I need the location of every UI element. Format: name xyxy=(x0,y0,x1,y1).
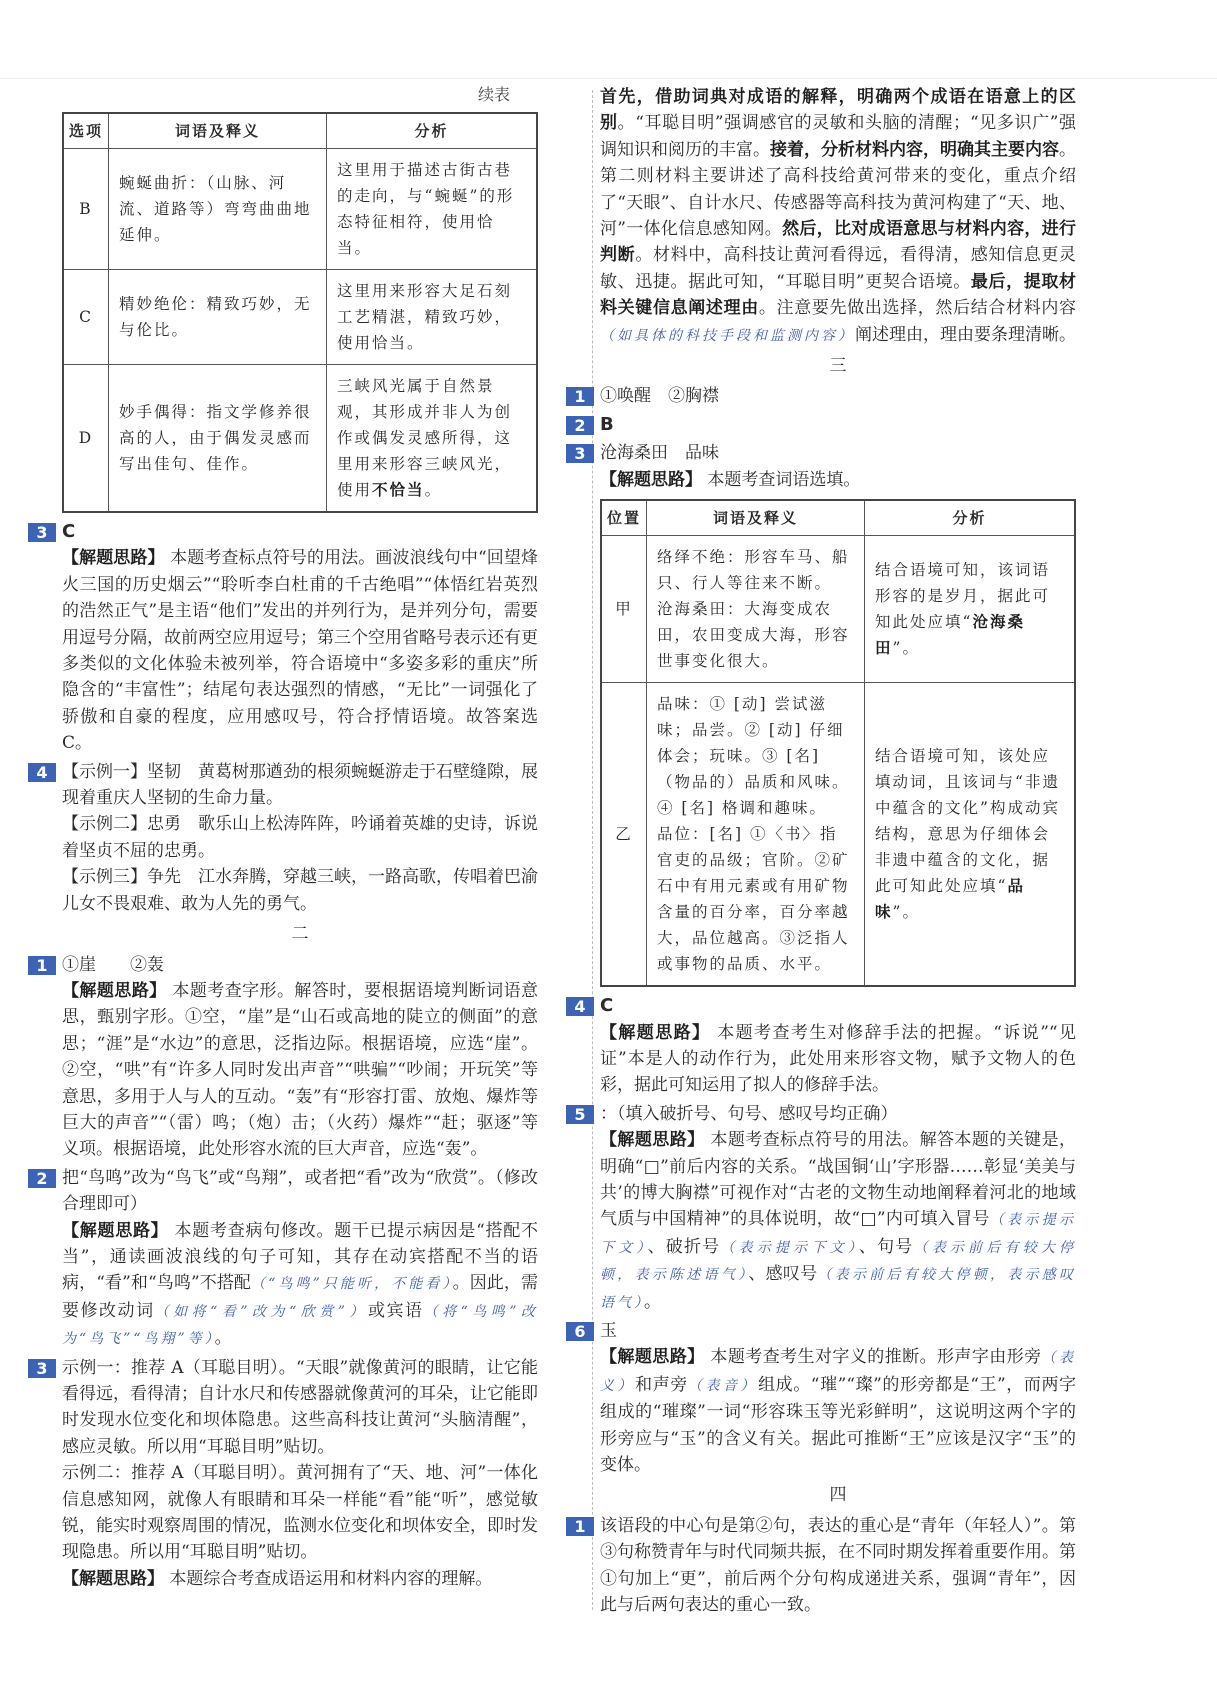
bold-text: 接着，分析材料内容，明确其主要内容 xyxy=(770,139,1059,160)
handwritten-note: （表示前后有较大停顿，表示陈述语气） xyxy=(600,1239,1077,1284)
text-segment: 本题综合考查成语运用和材料内容的理解。 xyxy=(164,1568,493,1589)
text-segment: 结合语境可知，该词语形容的是岁月，据此可知此处应填“ xyxy=(875,561,1051,632)
answer-item xyxy=(36,1355,538,1461)
text-segment: 本题考查标点符号的用法。画波浪线句中“回望烽火三国的历史烟云”“聆听李白杜甫的千古绝唱”“体悟红岩英烈的浩然正气”是主语“他们”发出的并列行为，是并列分句，需要用逗号分隔，故前两空应用逗号；第三个空用省略号表示还有更多类似的文化体验未被列举，符合语境中“多姿多彩的重庆”所隐含的“丰富性”；结尾句表达强烈的情感，“无比”一词强化了骄傲和自豪的程度，应用感叹号，符合抒情语境。故答案选 C。 xyxy=(62,548,539,754)
options-analysis-table xyxy=(62,112,538,513)
bold-text: 【解题思路】 xyxy=(600,1130,705,1151)
answer-item xyxy=(574,440,1076,466)
explanation-paragraph xyxy=(62,978,538,1163)
analysis-cell xyxy=(865,536,1075,683)
text-segment: 。“耳聪目明”强调感官的灵敏和头脑的清醒；“见多识广”强调知识和阅历的丰富。 xyxy=(600,113,1077,160)
term-definition xyxy=(109,149,327,270)
text-segment: 蜿蜒曲折：（山脉、河流、道路等）弯弯曲曲地延伸。 xyxy=(119,174,312,244)
question-number-badge: 2 xyxy=(566,416,594,435)
text-segment: 沧海桑田 品味 xyxy=(600,443,719,464)
table xyxy=(600,499,1076,987)
handwritten-note: （表示提示下文） xyxy=(720,1239,859,1256)
text-segment: 。 xyxy=(214,1328,232,1349)
term-definition xyxy=(647,536,865,683)
handwritten-note: （如具体的科技手段和监测内容） xyxy=(600,327,855,344)
bold-text: 最后，提取材料关键信息阐述理由 xyxy=(600,271,1076,319)
term-definition xyxy=(647,683,865,987)
table-row xyxy=(63,149,537,270)
text-segment: 【示例一】坚韧 黄葛树那遒劲的根须蜿蜒游走于石壁缝隙，展现着重庆人坚韧的生命力量。 xyxy=(62,761,538,809)
bold-text: 【解题思路】 xyxy=(600,1347,705,1368)
text-segment: 结合语境可知，该处应填动词，且该词与“非遗中蕴含的文化”构成动宾结构，意思为仔细体会非遗中蕴含的文化，据此可知此处应填“ xyxy=(875,747,1060,896)
text-segment: 本题考查考生对修辞手法的把握。“诉说”“见证”本是人的动作行为，此处用来形容文物，赋予文物人的色彩，据此可知运用了拟人的修辞手法。 xyxy=(600,1022,1077,1096)
answer-item xyxy=(574,1101,1076,1127)
handwritten-note: （如将“看”改为“欣赏”） xyxy=(154,1303,368,1320)
question-number-badge: 1 xyxy=(566,387,594,406)
column-header: 分析 xyxy=(865,500,1075,536)
text-segment: 沧海桑田：大海变成农田，农田变成大海，形容世事变化很大。 xyxy=(657,600,850,671)
analysis-cell xyxy=(327,149,537,270)
text-segment: ：（填入破折号、句号、感叹号均正确） xyxy=(600,1103,898,1124)
text-segment: 玉 xyxy=(600,1320,617,1341)
explanation-paragraph xyxy=(600,1127,1076,1316)
text-segment: 。材料中，高科技让黄河看得远，看得清，感知信息更灵敏、迅捷。据此可知，“耳聪目明”更契合语境。 xyxy=(600,245,1077,292)
explanation-paragraph xyxy=(600,467,1076,493)
table-row xyxy=(601,536,1075,683)
right-answers-bottom xyxy=(574,993,1077,1618)
bold-text: 【解题思路】 xyxy=(62,1568,164,1589)
explanation-paragraph xyxy=(62,811,538,864)
text-segment: 本题考查标点符号的用法。解答本题的关键是，明确“□”前后内容的关系。“战国铜‘山’字形器……彰显‘美美与共’的博大胸襟”可视作对“古老的文物生动地阐释着河北的地域气质与中国精神”的具体说明，故“□”内可填入冒号 xyxy=(600,1130,1076,1230)
text-segment: 或宾语 xyxy=(368,1300,424,1321)
explanation-paragraph xyxy=(600,1344,1076,1478)
table-row xyxy=(63,365,537,513)
question-number-badge: 3 xyxy=(28,523,56,542)
question-number-badge: 4 xyxy=(28,763,56,782)
text-segment: 阐述理由，理由要条理清晰。 xyxy=(855,324,1076,345)
answer-item xyxy=(36,759,538,812)
explanation-paragraph xyxy=(62,1566,538,1592)
table-header-row xyxy=(601,500,1075,536)
text-segment: 本题考查病句修改。题干已提示病因是“搭配不当”，通读画波浪线的句子可知，其存在动宾搭配不当的语病，“看”和“鸟鸣”不搭配 xyxy=(62,1220,538,1294)
question-number-badge: 5 xyxy=(566,1105,594,1124)
handwritten-note: （表示前后有较大停顿，表示感叹语气） xyxy=(600,1267,1077,1311)
term-definition xyxy=(109,270,327,365)
text-segment: ①唤醒 ②胸襟 xyxy=(600,386,719,407)
text-segment: ①崖 ②轰 xyxy=(62,954,164,975)
row-key: 乙 xyxy=(601,683,647,987)
answer-item xyxy=(574,412,1076,438)
text-segment: 、感叹号 xyxy=(748,1264,818,1285)
text-segment: 这里用来形容大足石刻工艺精湛，精致巧妙，使用恰当。 xyxy=(337,282,513,352)
continued-table-label: 续表 xyxy=(477,85,510,104)
answer-item xyxy=(574,383,1076,409)
bold-text: 首先，借助词典对成语的解释，明确两个成语在语意上的区别 xyxy=(600,87,1076,134)
left-answers xyxy=(36,519,539,1592)
section-heading: 三 xyxy=(829,356,847,377)
question-number-badge: 3 xyxy=(566,444,594,463)
text-segment: 示例一：推荐 A（耳聪目明）。“天眼”就像黄河的眼睛，让它能看得远，看得清；自计水尺和传感器就像黄河的耳朵，让它能即时发现水位变化和坝体隐患。这些高科技让黄河“头脑清醒”，感应灵敏。所以用“耳聪目明”贴切。 xyxy=(62,1357,538,1457)
row-key: 甲 xyxy=(601,536,647,683)
text-segment: 把“鸟鸣”改为“鸟飞”或“鸟翔”，或者把“看”改为“欣赏”。（修改合理即可） xyxy=(62,1167,538,1215)
answer-letter: C xyxy=(62,521,76,542)
text-segment: 该语段的中心句是第②句，表达的重心是“青年（年轻人）”。第③句称赞青年与时代同频共振，在不同时期发挥着重要作用。第①句加上“更”，前后两个分句构成递进关系，强调“青年”，因此与后两句表达的重心一致。 xyxy=(600,1515,1076,1616)
text-segment: 妙手偶得：指文学修养很高的人，由于偶发灵感而写出佳句、佳作。 xyxy=(119,403,312,473)
table xyxy=(62,112,538,513)
right-answers-top xyxy=(574,84,1077,493)
handwritten-note: （将“鸟鸣”改为“鸟飞”“鸟翔”等） xyxy=(62,1303,538,1348)
text-segment: 。 xyxy=(424,481,443,499)
text-segment: 本题考查词语选填。 xyxy=(702,469,861,490)
answer-item xyxy=(574,1318,1076,1344)
question-number-badge: 2 xyxy=(28,1169,56,1188)
right-column xyxy=(574,84,1077,1618)
handwritten-note: （表音） xyxy=(687,1377,759,1394)
bold-text: 然后，比对成语意思与材料内容，进行判断 xyxy=(600,219,1076,266)
text-segment: 络绎不绝：形容车马、船只、行人等往来不断。 xyxy=(657,548,850,593)
text-segment: 【示例二】忠勇 歌乐山上松涛阵阵，吟诵着英雄的史诗，诉说着坚贞不屈的忠勇。 xyxy=(62,814,538,861)
column-header: 分析 xyxy=(327,113,537,149)
term-definition xyxy=(109,365,327,513)
text-segment: 品味：① [动] 尝试滋味；品尝。② [动] 仔细体会；玩味。③ [名] （物品的）品质和风味。④ [名] 格调和趣味。 xyxy=(657,695,850,818)
table-row xyxy=(601,683,1075,987)
answer-item xyxy=(36,519,538,545)
answer-letter: B xyxy=(600,413,614,435)
table-header-row xyxy=(63,113,537,149)
text-segment: ”。 xyxy=(892,639,920,658)
column-header: 词语及释义 xyxy=(109,113,327,149)
text-segment: 品位：[名] ①〈书〉指官吏的品级；官阶。②矿石中有用元素或有用矿物含量的百分率，百分率越大，品位越高。③泛指人或事物的品质、水平。 xyxy=(657,825,850,974)
text-segment: 三峡风光属于自然景观，其形成并非人为创作或偶发灵感所得，这里用来形容三峡风光，使用 xyxy=(337,377,513,499)
row-key: D xyxy=(63,365,109,513)
explanation-paragraph xyxy=(600,84,1076,349)
bold-text: 【解题思路】 xyxy=(600,469,702,490)
text-segment: 本题考查考生对字义的推断。形声字由形旁 xyxy=(704,1347,1042,1368)
bold-text: 【解题思路】 xyxy=(62,548,165,569)
text-segment: 、句号 xyxy=(858,1236,914,1257)
text-segment: 。第二则材料主要讲述了高科技给黄河带来的变化，重点介绍了“天眼”、自计水尺、传感器等高科技为黄河构建了“天、地、河”一体化信息感知网。 xyxy=(600,139,1076,240)
column-header: 位置 xyxy=(601,500,647,536)
column-divider xyxy=(592,90,593,1610)
left-column xyxy=(36,84,539,1592)
analysis-cell xyxy=(865,683,1075,987)
question-number-badge: 6 xyxy=(566,1322,594,1341)
explanation-paragraph xyxy=(600,1020,1076,1099)
explanation-paragraph xyxy=(62,1460,538,1566)
analysis-cell xyxy=(327,270,537,365)
handwritten-note: （表义） xyxy=(600,1350,1077,1394)
explanation-paragraph xyxy=(62,1218,538,1353)
handwritten-note: （“鸟鸣”只能听，不能看） xyxy=(251,1276,453,1293)
text-segment: 。注意要先做出选择，然后结合材料内容 xyxy=(758,298,1077,319)
analysis-cell xyxy=(327,365,537,513)
bold-text: 【解题思路】 xyxy=(62,980,167,1001)
bold-text: 不恰当 xyxy=(372,481,425,499)
text-segment: 示例二：推荐 A（耳聪目明）。黄河拥有了“天、地、河”一体化信息感知网，就像人有眼睛和耳朵一样能“看”能“听”，感觉敏锐，能实时观察周围的情况，监测水位变化和坝体安全，即时发现隐患。所以用“耳聪目明”贴切。 xyxy=(62,1463,538,1563)
text-segment: 。 xyxy=(644,1291,661,1312)
bold-text: 【解题思路】 xyxy=(62,1220,169,1241)
section-heading: 四 xyxy=(829,1485,847,1506)
bold-text: 沧海桑田 xyxy=(875,613,1025,658)
question-number-badge: 1 xyxy=(28,956,56,975)
question-number-badge: 3 xyxy=(28,1359,56,1378)
question-number-badge: 4 xyxy=(566,997,594,1016)
text-segment: 。因此，需要修改动词 xyxy=(62,1273,538,1321)
handwritten-note: （表示提示下文） xyxy=(600,1212,1076,1256)
text-segment: 和声旁 xyxy=(635,1374,688,1395)
page-top-rule xyxy=(0,78,1217,79)
row-key: B xyxy=(63,149,109,270)
text-segment: 组成。“璀”“璨”的形旁都是“王”，而两字组成的“璀璨”一词“形容珠玉等光彩鲜明”，这说明这两个字的形旁应与“玉”的含义有关。据此可推断“王”应该是汉字“玉”的变体。 xyxy=(600,1374,1077,1475)
answer-item xyxy=(36,1165,538,1218)
word-choice-table xyxy=(600,499,1076,987)
column-header: 选项 xyxy=(63,113,109,149)
answer-letter: C xyxy=(600,995,614,1017)
text-segment: ”。 xyxy=(892,903,920,922)
table-row xyxy=(63,270,537,365)
explanation-paragraph xyxy=(62,545,538,756)
section-heading: 二 xyxy=(291,924,309,945)
answer-item xyxy=(36,952,538,978)
row-key: C xyxy=(63,270,109,365)
question-number-badge: 1 xyxy=(566,1517,594,1536)
text-segment: 【示例三】争先 江水奔腾，穿越三峡，一路高歌，传唱着巴渝儿女不畏艰难、敢为人先的勇气。 xyxy=(62,867,538,914)
text-segment: 这里用于描述古街古巷的走向，与“蜿蜒”的形态特征相符，使用恰当。 xyxy=(337,161,515,257)
answer-item xyxy=(574,1513,1076,1619)
explanation-paragraph xyxy=(62,864,538,917)
text-segment: 精妙绝伦：精致巧妙，无与伦比。 xyxy=(119,295,312,339)
text-segment: 本题考查字形。解答时，要根据语境判断词语意思，甄别字形。①空，“崖”是“山石或高地的陡立的侧面”的意思；“涯”是“水边”的意思，泛指边际。根据语境，应选“崖”。②空，“哄”有“许多人同时发出声音”“哄骗”“吵闹；开玩笑”等意思，多用于人与人的互动。“轰”有“形容打雷、放炮、爆炸等巨大的声音”“（雷）鸣；（炮）击；（火药）爆炸”“赶；驱逐”等义项。根据语境，此处形容水流的巨大声音，应选“轰”。 xyxy=(62,980,538,1160)
column-header: 词语及释义 xyxy=(647,500,865,536)
bold-text: 【解题思路】 xyxy=(600,1022,711,1043)
bold-text: 品味 xyxy=(875,877,1025,922)
text-segment: 、破折号 xyxy=(647,1236,721,1257)
answer-item xyxy=(574,993,1076,1019)
